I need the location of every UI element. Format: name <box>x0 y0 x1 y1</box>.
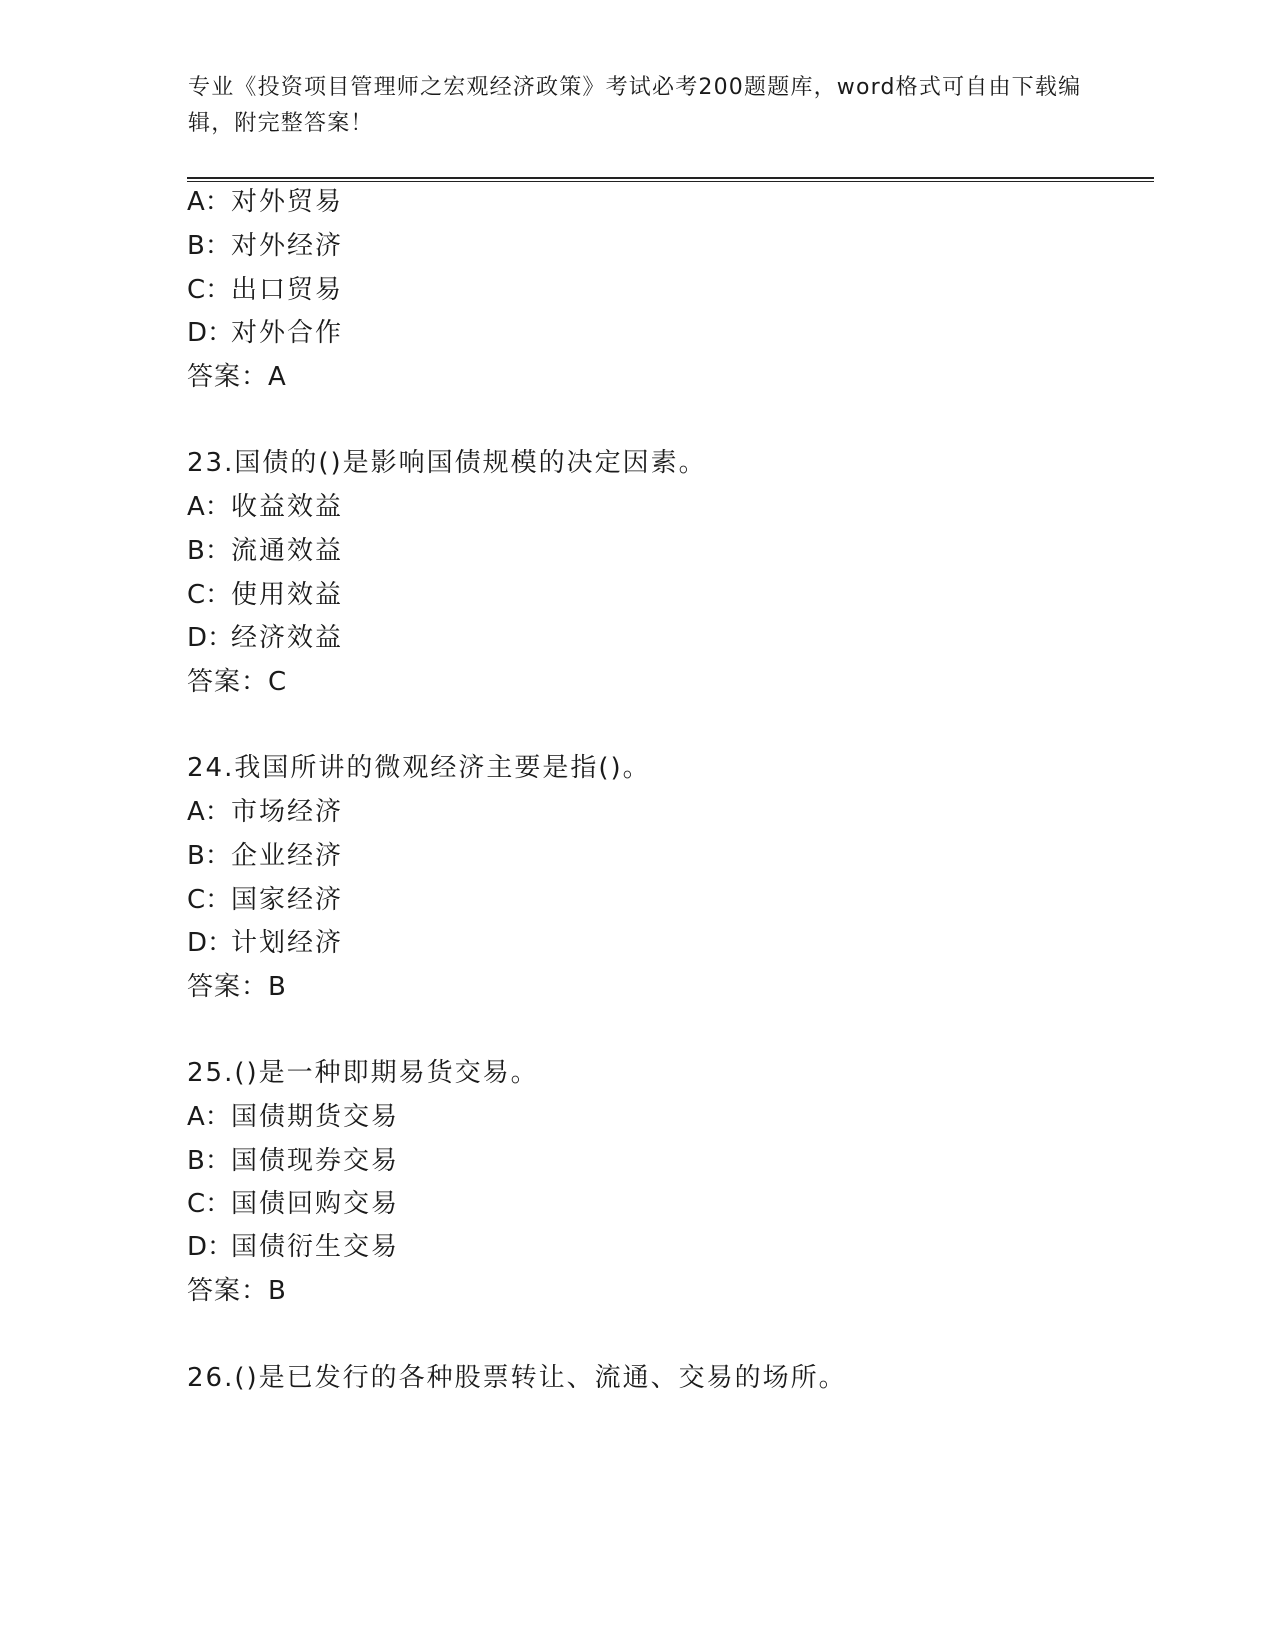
option-c <box>187 274 343 306</box>
option-b <box>187 840 343 872</box>
question-stem: 25.()是一种即期易货交易。 <box>187 1058 539 1088</box>
option-letter: A： <box>187 187 231 217</box>
option-text: 国债回购交易 <box>231 1189 400 1219</box>
answer-line: 答案：A <box>187 362 287 392</box>
option-letter: D： <box>187 1232 234 1262</box>
option-text: 对外合作 <box>231 318 344 348</box>
question-stem: 24.我国所讲的微观经济主要是指()。 <box>187 753 651 783</box>
option-letter: A： <box>187 1102 231 1132</box>
option-letter: D： <box>187 928 234 958</box>
option-letter: D： <box>187 318 234 348</box>
question-stem: 23.国债的()是影响国债规模的决定因素。 <box>187 448 707 478</box>
option-text: 出口贸易 <box>231 275 344 305</box>
option-text: 经济效益 <box>231 623 344 653</box>
option-b <box>187 1145 399 1177</box>
option-d <box>187 1231 399 1263</box>
header-divider <box>187 177 1154 179</box>
option-letter: C： <box>187 885 232 915</box>
option-a <box>187 186 343 218</box>
option-text: 国家经济 <box>231 885 344 915</box>
option-letter: C： <box>187 275 232 305</box>
option-letter: A： <box>187 492 231 522</box>
option-letter: C： <box>187 580 232 610</box>
option-letter: B： <box>187 841 231 871</box>
option-text: 对外贸易 <box>231 187 344 217</box>
option-b <box>187 535 343 567</box>
option-text: 国债期货交易 <box>231 1102 400 1132</box>
option-d <box>187 622 343 654</box>
option-a <box>187 491 343 523</box>
option-text: 收益效益 <box>231 492 344 522</box>
option-text: 流通效益 <box>231 536 344 566</box>
option-letter: B： <box>187 231 231 261</box>
option-text: 计划经济 <box>231 928 344 958</box>
option-letter: D： <box>187 623 234 653</box>
option-b <box>187 230 343 262</box>
option-letter: A： <box>187 797 231 827</box>
question-stem: 26.()是已发行的各种股票转让、流通、交易的场所。 <box>187 1363 847 1393</box>
option-text: 国债衍生交易 <box>231 1232 400 1262</box>
option-text: 使用效益 <box>231 580 344 610</box>
option-text: 企业经济 <box>231 841 344 871</box>
option-a <box>187 1101 399 1133</box>
header-divider-thin <box>187 181 1154 182</box>
answer-line: 答案：B <box>187 972 287 1002</box>
option-d <box>187 317 343 349</box>
option-text: 对外经济 <box>231 231 344 261</box>
option-c <box>187 579 343 611</box>
answer-line: 答案：C <box>187 667 288 697</box>
answer-line: 答案：B <box>187 1276 287 1306</box>
option-c <box>187 1188 399 1220</box>
option-letter: B： <box>187 536 231 566</box>
option-d <box>187 927 343 959</box>
document-header: 专业《投资项目管理师之宏观经济政策》考试必考200题题库，word格式可自由下载编辑，附完整答案！ <box>188 75 1082 136</box>
option-text: 市场经济 <box>231 797 344 827</box>
option-letter: C： <box>187 1189 232 1219</box>
option-letter: B： <box>187 1146 231 1176</box>
option-a <box>187 796 343 828</box>
option-c <box>187 884 343 916</box>
option-text: 国债现券交易 <box>231 1146 400 1176</box>
